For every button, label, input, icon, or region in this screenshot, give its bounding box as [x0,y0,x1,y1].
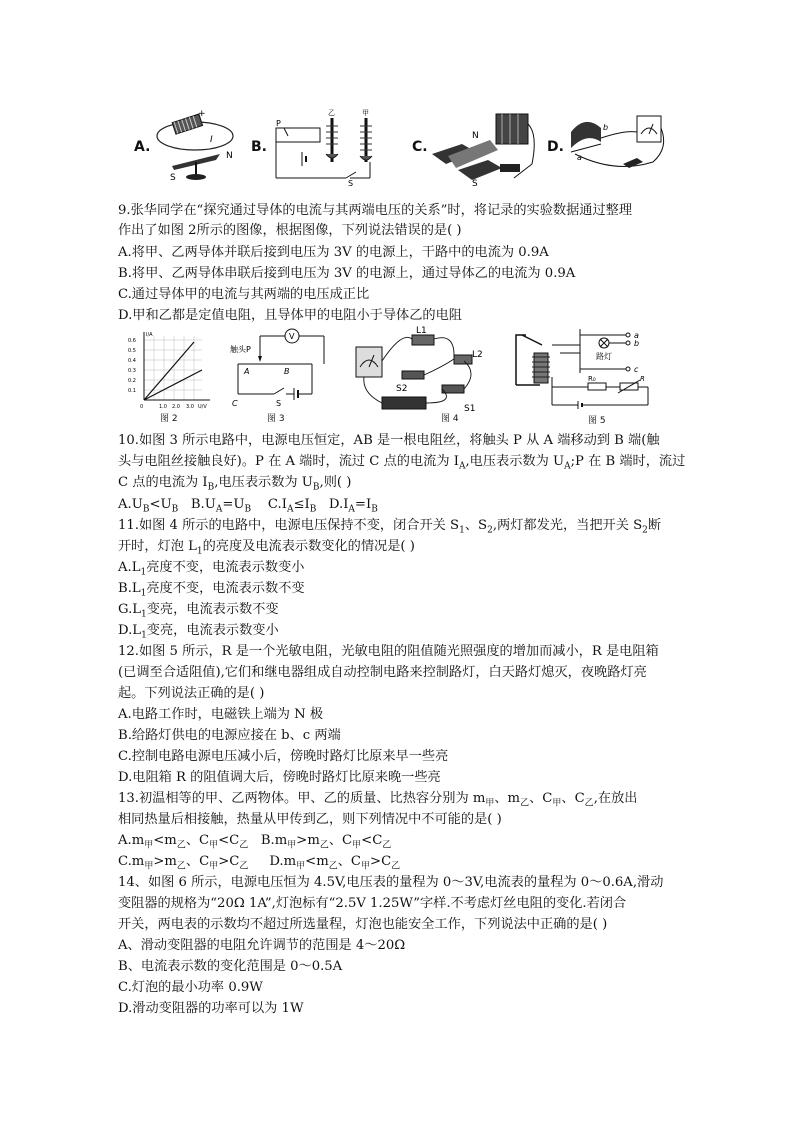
fig2-xtick: 2.0 [172,404,180,410]
q11-stem-line2-text: 开时，灯泡 L [118,539,197,554]
svg-text:b: b [603,123,609,132]
figure-option-c-label: C. [412,139,428,155]
svg-text:S: S [472,179,478,189]
svg-text:a: a [577,153,582,162]
fig5-r0-label: R₀ [588,375,596,383]
figure-2-caption: 图 2 [160,414,178,424]
svg-text:S: S [348,179,354,188]
fig3-c-label: C [232,399,238,408]
q11-option-b-text: B.L [118,581,141,596]
fig4-l2-label: L2 [472,350,483,360]
q10-options: $A.U_B<U_B$ $B.U_A=U_B$ $C.I_A\le I_B$ $D.I_A=I_B$ [118,497,378,515]
fig2-ytick: 0.3 [128,368,136,374]
fig2-xtick: 3.0 [186,404,194,410]
q14-option-c: C.灯泡的最小功率 0.9W [118,980,263,995]
fig2-ytick: 0.5 [128,348,136,354]
q11-option-a: $A.L_1$亮度不变，电流表示数变小 [118,560,305,578]
fig2-ytick: 0.1 [128,388,136,394]
q10-stem-line3: C 点的电流为 $I_B$,电压表示数为 $U_B$,则( ) [118,475,352,493]
q9-stem-line1: 9.张华同学在“探究通过导体的电流与其两端电压的关系”时，将记录的实验数据通过整理 [118,203,632,218]
q14-option-b: B、电流表示数的变化范围是 0～0.5A [118,959,343,974]
fig3-voltmeter-label: V [289,332,295,341]
q11-option-b: $B.L_1$亮度不变，电流表示数不变 [118,581,305,599]
svg-text:S: S [170,173,176,183]
q9-stem-line2: 作出了如图 2所示的图像，根据图像，下列说法错误的是( ) [118,223,462,238]
fig3-contact-label: 触头P [230,345,251,354]
q11-stem-line1-text: 11.如图 4 所示的电路中，电源电压保持不变，闭合开关 S [118,518,460,533]
figure-5-caption: 图 5 [588,416,606,426]
figure-option-a-label: A. [134,139,151,155]
q12-stem-line2: (已调至合适阻值),它们和继电器组成自动控制电路来控制路灯，白天路灯熄灭，夜晚路灯亮 [118,665,647,680]
svg-text:甲: 甲 [362,109,369,117]
svg-text:N: N [226,151,233,161]
q10-stem-line2: 头与电阻丝接触良好)。P 在 A 端时，流过 C 点的电流为 $I_A$,电压表示数为 $U_A;P$ 在 B 端时，流过 [118,454,686,472]
generator-meter-drawing [563,108,673,186]
svg-text:N: N [472,131,479,141]
q14-stem-line2: 变阻器的规格为“20Ω 1A”,灯泡标有“2.5V 1.25W”字样.不考虑灯丝电阻的变化.若闭合 [118,896,627,911]
figure-option-d-label: D. [547,139,564,155]
q11-option-c: $G.L_1$变亮，电流表示数不变 [118,602,279,620]
q13-options-row2: $C.m_甲>m_乙$、$C_甲>C_乙$ $D.m_甲<m_乙$、$C_甲>C_乙$ [118,854,401,872]
compass-coil-drawing [150,108,250,183]
q12-option-b: B.给路灯供电的电源应接在 b、c 两端 [118,728,341,743]
svg-text:乙: 乙 [328,109,335,117]
q11-option-d: $D.L_1$变亮，电流表示数变小 [118,623,279,641]
fig3-s-label: S [276,399,282,408]
q10-options-text: A.U [118,497,143,512]
q11-stem-line2: 开时，灯泡 $L_1$的亮度及电流表示数变化的情况是( ) [118,539,415,557]
q9-option-d: D.甲和乙都是定值电阻，且导体甲的电阻小于导体乙的电阻 [118,308,462,323]
fig2-ytick: 0.6 [128,338,136,344]
fig2-xlabel: U/V [198,404,207,410]
q9-option-c: C.通过导体甲的电流与其两端的电压成正比 [118,287,370,302]
q13-stem-line2: 相同热量后相接触，热量从甲传到乙，则下列情况中不可能的是( ) [118,812,502,827]
fig2-ytick: 0.2 [128,378,136,384]
svg-text:I: I [210,135,213,145]
q10-stem-line2-text: 头与电阻丝接触良好)。P 在 A 端时，流过 C 点的电流为 I [118,454,459,469]
figure-4-circuit [352,325,492,417]
q14-stem-line3: 开关，两电表的示数均不超过所选量程，灯泡也能安全工作，下列说法中正确的是( ) [118,917,608,932]
fig2-ylabel: I/A [146,332,153,338]
magnet-motor-drawing [428,104,538,190]
figure-3-caption: 图 3 [267,414,285,424]
q12-stem-line3: 起。下列说法正确的是( ) [118,686,265,701]
q9-option-a: A.将甲、乙两导体并联后接到电压为 3V 的电源上，干路中的电流为 0.9A [118,245,549,260]
q11-option-d-text: D.L [118,623,142,638]
fig4-l1-label: L1 [416,326,427,336]
q10-stem-line3-text: C 点的电流为 I [118,475,208,490]
fig5-c-label: c [634,365,639,374]
fig4-s2-label: S2 [396,384,408,394]
fig4-s1-label: S1 [464,404,476,414]
fig2-xtick: 1.0 [159,404,167,410]
q13-stem-line1-text: 13.初温相等的甲、乙两物体。甲、乙的质量、比热容分别为 m [118,791,486,806]
q14-stem-line1: 14、如图 6 所示，电源电压恒为 4.5V,电压表的量程为 0～3V,电流表的量程为 0～0.6A,滑动 [118,875,664,890]
fig5-r-label: R [640,375,645,383]
fig2-ytick: 0.4 [128,358,136,364]
q12-option-a: A.电路工作时，电磁铁上端为 N 极 [118,707,324,722]
figure-option-b-label: B. [251,139,267,155]
svg-text:+: + [198,109,206,119]
figure-2-graph [124,328,216,410]
electromagnet-pair-drawing [266,106,390,188]
q14-option-d: D.滑动变阻器的功率可以为 1W [118,1001,304,1016]
fig5-a-label: a [634,331,639,340]
svg-text:P: P [276,119,281,128]
q11-option-c-text: G.L [118,602,142,617]
q14-option-a: A、滑动变阻器的电阻允许调节的范围是 4～20Ω [118,938,406,953]
q9-option-b: B.将甲、乙两导体串联后接到电压为 3V 的电源上，通过导体乙的电流为 0.9A [118,266,576,281]
fig5-lamp-label: 路灯 [596,352,612,361]
q13-stem-line1: 13.初温相等的甲、乙两物体。甲、乙的质量、比热容分别为 $m_甲$、$m_乙$、$C_甲$、$C_乙$,在放出 [118,791,638,809]
q11-stem-line1: 11.如图 4 所示的电路中，电源电压保持不变，闭合开关 $S_1$、$S_2$,两灯都发光，当把开关 $S_2$断 [118,518,662,536]
figure-5-circuit [508,325,668,417]
q10-stem-line1: 10.如图 3 所示电路中，电源电压恒定，AB 是一根电阻丝，将触头 P 从 A 端移动到 B 端(触 [118,433,660,448]
q12-option-c: C.控制电路电源电压减小后，傍晚时路灯比原来早一些亮 [118,749,449,764]
fig3-a-label: A [244,367,250,376]
fig2-xtick: 0 [140,404,144,410]
q12-stem-line1: 12.如图 5 所示，R 是一个光敏电阻，光敏电阻的阻值随光照强度的增加而减小，R 是电阻箱 [118,644,659,659]
q11-option-a-text: A.L [118,560,141,575]
fig3-b-label: B [284,367,290,376]
figure-3-circuit [228,326,328,410]
q13-options-row1: $A.m_甲<m_乙$、$C_甲<C_乙$ $B.m_甲>m_乙$、$C_甲<C_乙$ [118,833,392,851]
q12-option-d: D.电阻箱 R 的阻值调大后，傍晚时路灯比原来晚一些亮 [118,770,441,785]
fig5-b-label: b [634,339,640,348]
figure-4-caption: 图 4 [441,414,459,424]
